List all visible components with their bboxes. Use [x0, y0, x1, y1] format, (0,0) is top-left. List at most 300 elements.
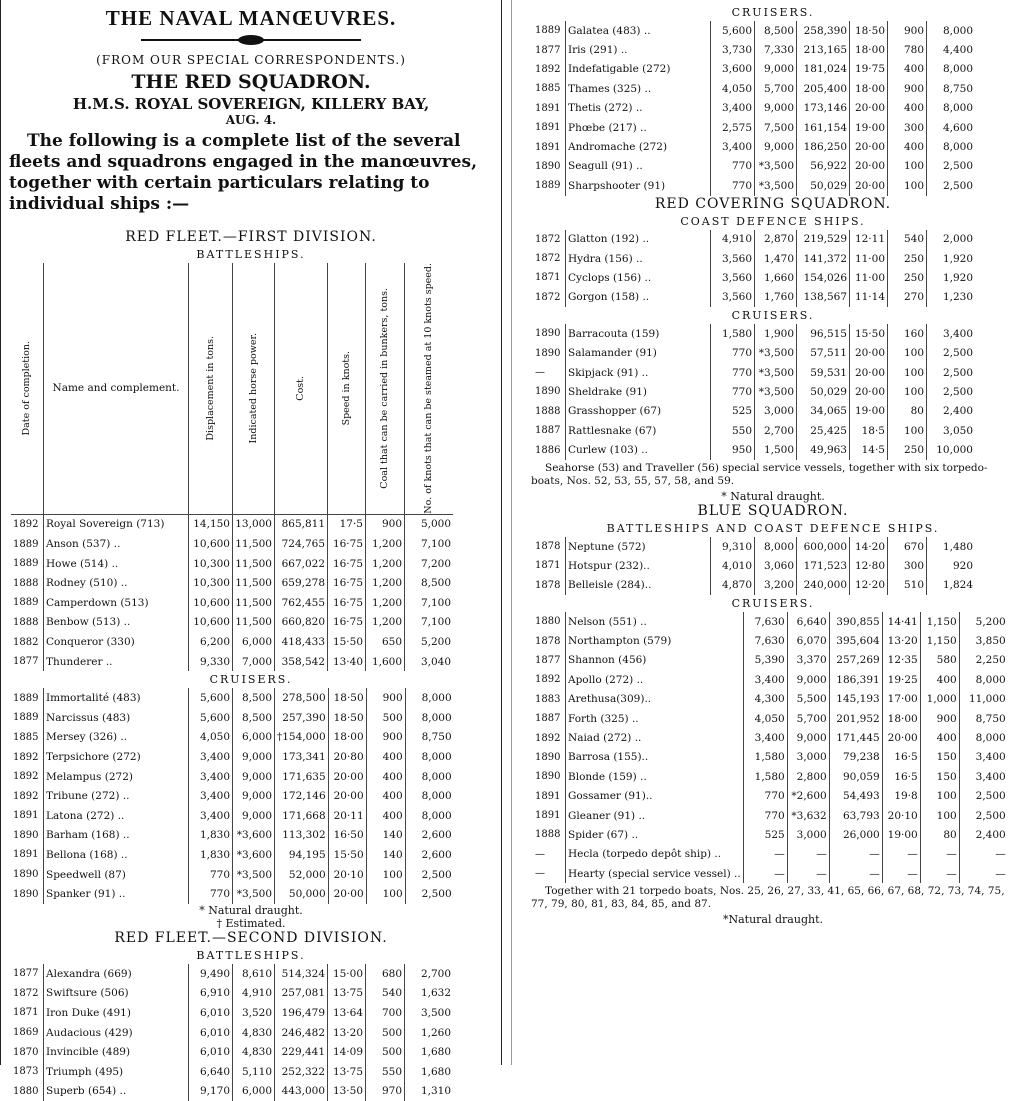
cell-coal: 500	[366, 1042, 405, 1062]
cell-cost: 252,322	[275, 1062, 328, 1082]
cell-cost: 49,963	[797, 440, 850, 459]
cell-horse-power: *2,600	[787, 787, 829, 806]
cell-name: Andromache (272)	[566, 137, 711, 156]
cell-coal: 550	[366, 1062, 405, 1082]
cell-year: 1872	[533, 230, 566, 249]
cell-cost: 418,433	[275, 632, 328, 652]
cell-name: Triumph (495)	[44, 1062, 189, 1082]
table-row	[11, 688, 454, 708]
cell-coal: 300	[888, 118, 927, 137]
cell-horse-power: 11,500	[233, 613, 275, 633]
cell-coal: 100	[888, 421, 927, 440]
cell-range: 3,040	[420, 655, 451, 668]
byline: (FROM OUR SPECIAL CORRESPONDENTS.)	[96, 53, 406, 67]
coast-defence-table	[533, 230, 975, 308]
cell-displacement: 3,400	[743, 728, 787, 747]
cell-name: Rattlesnake (67)	[566, 421, 711, 440]
cell-range: 8,000	[421, 692, 452, 705]
cell-name: Hotspur (232)..	[566, 556, 711, 575]
section-heading-cruisers-cont: CRUISERS.	[731, 6, 815, 19]
cell-speed: 13·50	[328, 1082, 366, 1101]
cell-name: Naiad (272) ..	[566, 728, 744, 747]
cell-name: Barham (168) ..	[44, 826, 189, 846]
cell-range: 4,600	[942, 121, 973, 134]
cell-displacement: 3,400	[189, 786, 233, 806]
cell-year: 1888	[11, 613, 44, 633]
cell-cost: 25,425	[797, 421, 850, 440]
table-row	[533, 576, 975, 595]
cell-horse-power: *3,500	[755, 382, 797, 401]
cell-year: 1888	[533, 825, 566, 844]
cell-year: 1882	[11, 632, 44, 652]
cell-horse-power: *3,632	[787, 806, 829, 825]
cell-displacement: 9,330	[189, 652, 233, 672]
cell-range: 2,700	[420, 967, 451, 980]
cell-cost: 660,820	[275, 613, 328, 633]
table-row	[533, 631, 1008, 650]
section-heading-battleships-2: BATTLESHIPS.	[196, 948, 306, 962]
cell-cost: 762,455	[275, 593, 328, 613]
cell-horse-power: 6,640	[787, 612, 829, 631]
cell-year: 1892	[11, 747, 44, 767]
cell-name: Spider (67) ..	[566, 825, 744, 844]
cell-horse-power: 1,900	[755, 324, 797, 343]
cell-horse-power: 5,500	[787, 690, 829, 709]
section-heading-blue-cruisers: CRUISERS.	[731, 596, 815, 610]
cell-speed: 20·00	[850, 343, 888, 362]
cell-name: Iron Duke (491)	[44, 1003, 189, 1023]
cell-coal: 540	[888, 230, 927, 249]
table-row	[533, 60, 975, 79]
cell-speed: 20·00	[328, 884, 366, 904]
cell-cost: 52,000	[275, 865, 329, 885]
table-row	[533, 288, 975, 307]
cell-displacement: 3,400	[189, 747, 233, 767]
cell-speed: 18·50	[328, 708, 366, 728]
cell-displacement: 3,730	[711, 40, 755, 59]
table-row	[11, 708, 454, 728]
cell-cost: 181,024	[797, 60, 850, 79]
cell-horse-power: 3,000	[755, 402, 797, 421]
cell-name: Apollo (272) ..	[566, 670, 744, 689]
header-name: Name and complement.	[44, 263, 189, 514]
cell-displacement: 770	[743, 806, 787, 825]
cell-coal: 80	[920, 825, 959, 844]
header-displacement: Displacement in tons.	[204, 336, 216, 441]
cell-range: 8,750	[421, 731, 452, 744]
cell-coal: 900	[888, 21, 927, 40]
dateline-date: AUG. 4.	[225, 113, 277, 127]
cell-cost: 172,146	[275, 786, 329, 806]
cell-cost: 196,479	[275, 1003, 328, 1023]
cell-speed: 16·5	[882, 748, 920, 767]
cell-displacement: 7,630	[743, 631, 787, 650]
cell-range: 11,000	[968, 693, 1006, 706]
cell-year: —	[533, 864, 566, 883]
table-row	[11, 728, 454, 748]
table-row	[533, 230, 975, 249]
cell-cost: 358,542	[275, 652, 328, 672]
cell-horse-power: 8,500	[233, 708, 275, 728]
cell-cost: 26,000	[829, 825, 882, 844]
cell-year: 1877	[533, 651, 566, 670]
cell-speed: 20·00	[328, 767, 366, 787]
cell-cost: 54,493	[829, 787, 882, 806]
table-row	[11, 964, 453, 984]
section-heading-cruisers: CRUISERS.	[209, 673, 293, 687]
cell-year: 1871	[533, 556, 566, 575]
cell-speed: 17·5	[328, 514, 366, 534]
cell-coal: 700	[366, 1003, 405, 1023]
cell-range: 2,600	[421, 829, 452, 842]
cell-range: 8,000	[975, 673, 1006, 686]
cell-speed: 16·75	[328, 534, 366, 554]
cell-range: 3,400	[975, 751, 1006, 764]
fleet-heading-first-division: RED FLEET.—FIRST DIVISION.	[125, 229, 377, 245]
cell-horse-power: 8,500	[755, 21, 797, 40]
cell-coal: 80	[888, 402, 927, 421]
table-row	[533, 157, 975, 176]
cell-range: —	[995, 848, 1006, 861]
cell-year: 1892	[11, 514, 44, 534]
cell-coal: 160	[888, 324, 927, 343]
cell-displacement: 1,580	[743, 767, 787, 786]
cell-horse-power: 7,330	[755, 40, 797, 59]
cell-speed: 11·14	[850, 288, 888, 307]
cell-displacement: 6,010	[189, 1003, 233, 1023]
cell-year: 1889	[11, 593, 44, 613]
cell-cost: 257,269	[829, 651, 882, 670]
cell-displacement: 550	[711, 421, 755, 440]
cell-coal: 400	[366, 767, 405, 787]
right-column	[523, 0, 1023, 1065]
cell-displacement: 3,560	[711, 268, 755, 287]
battleships-table-second-division	[11, 964, 453, 1101]
cell-name: Iris (291) ..	[566, 40, 711, 59]
cell-displacement: 5,390	[743, 651, 787, 670]
cell-speed: 20·00	[850, 99, 888, 118]
cell-range: 5,200	[420, 636, 451, 649]
cell-cost: 145,193	[829, 690, 882, 709]
table-row	[533, 324, 975, 343]
table-row	[533, 137, 975, 156]
cell-name: Royal Sovereign (713)	[44, 514, 189, 534]
cell-year: 1889	[533, 21, 566, 40]
cell-range: 2,250	[975, 654, 1006, 667]
table-row	[533, 787, 1008, 806]
cell-horse-power: 11,500	[233, 573, 275, 593]
table-header-row	[11, 263, 453, 514]
cell-horse-power: 3,000	[787, 748, 829, 767]
cell-displacement: 770	[711, 157, 755, 176]
cell-horse-power: 9,000	[233, 767, 275, 787]
cell-speed: 18·50	[328, 688, 366, 708]
cell-coal: 900	[920, 709, 959, 728]
cell-speed: 14·41	[882, 612, 920, 631]
cell-cost: †154,000	[275, 728, 329, 748]
cell-range: 8,000	[421, 790, 452, 803]
cell-coal: 1,200	[366, 573, 405, 593]
table-row	[533, 40, 975, 59]
cell-displacement: 6,640	[189, 1062, 233, 1082]
cell-coal: 400	[888, 137, 927, 156]
cell-coal: 250	[888, 249, 927, 268]
cell-coal: 100	[920, 787, 959, 806]
cell-name: Hydra (156) ..	[566, 249, 711, 268]
cell-horse-power: 1,500	[755, 440, 797, 459]
table-row	[11, 1042, 453, 1062]
cell-speed: 15·00	[328, 964, 366, 984]
cell-speed: 20·00	[328, 786, 366, 806]
cell-horse-power: 4,910	[233, 984, 275, 1004]
cell-displacement: 4,910	[711, 230, 755, 249]
cell-displacement: 3,560	[711, 249, 755, 268]
cell-speed: 19·75	[850, 60, 888, 79]
cell-displacement: 5,600	[711, 21, 755, 40]
cell-cost: 56,922	[797, 157, 850, 176]
cell-horse-power: 3,370	[787, 651, 829, 670]
cell-name: Superb (654) ..	[44, 1082, 189, 1101]
table-row	[533, 748, 1008, 767]
cell-horse-power: 2,870	[755, 230, 797, 249]
cell-speed: 18·00	[882, 709, 920, 728]
table-row	[533, 440, 975, 459]
cell-displacement: 525	[743, 825, 787, 844]
cell-range: 1,920	[942, 252, 973, 265]
cell-coal: 100	[888, 382, 927, 401]
cell-coal: 400	[888, 60, 927, 79]
cell-range: 2,500	[421, 868, 452, 881]
cell-horse-power: 5,700	[755, 79, 797, 98]
cell-year: 1890	[533, 157, 566, 176]
cell-displacement: 950	[711, 440, 755, 459]
cell-year: 1873	[11, 1062, 44, 1082]
cell-name: Sharpshooter (91)	[566, 176, 711, 195]
cell-speed: 16·75	[328, 554, 366, 574]
cell-speed: 16·75	[328, 573, 366, 593]
cell-year: 1878	[533, 537, 566, 556]
table-row	[11, 806, 454, 826]
cell-year: 1872	[11, 984, 44, 1004]
cell-displacement: 7,630	[743, 612, 787, 631]
cell-year: 1892	[533, 728, 566, 747]
cell-horse-power: 8,610	[233, 964, 275, 984]
cell-year: 1892	[533, 60, 566, 79]
cell-range: 1,680	[420, 1046, 451, 1059]
cell-horse-power: *3,500	[755, 363, 797, 382]
cell-horse-power: 3,520	[233, 1003, 275, 1023]
cell-coal: 300	[888, 556, 927, 575]
cell-displacement: 6,010	[189, 1023, 233, 1043]
cell-year: 1877	[11, 652, 44, 672]
table-row	[11, 865, 454, 885]
cell-cost: 50,029	[797, 176, 850, 195]
cell-coal: 670	[888, 537, 927, 556]
special-service-note: Seahorse (53) and Traveller (56) special service vessels, together with six torpedo-boats, Nos. 52, 53, 55, 57, 58, and 59.	[531, 461, 988, 487]
cell-year: 1888	[11, 573, 44, 593]
cell-cost: 63,793	[829, 806, 882, 825]
cell-name: Barrosa (155)..	[566, 748, 744, 767]
cell-name: Terpsichore (272)	[44, 747, 189, 767]
cell-cost: 600,000	[797, 537, 850, 556]
cell-name: Sheldrake (91)	[566, 382, 711, 401]
table-row	[533, 556, 975, 575]
cell-range: 2,500	[421, 888, 452, 901]
cell-displacement: 9,490	[189, 964, 233, 984]
cell-name: Howe (514) ..	[44, 554, 189, 574]
cell-range: 3,400	[975, 770, 1006, 783]
cell-name: Tribune (272) ..	[44, 786, 189, 806]
cell-speed: 18·00	[328, 728, 366, 748]
cell-coal: 500	[366, 1023, 405, 1043]
cell-range: 8,000	[421, 751, 452, 764]
cell-displacement: 4,050	[743, 709, 787, 728]
cell-horse-power: 2,700	[755, 421, 797, 440]
cell-range: 3,500	[420, 1006, 451, 1019]
cell-year: 1883	[533, 690, 566, 709]
cell-range: 8,000	[975, 732, 1006, 745]
cell-horse-power: *3,500	[755, 157, 797, 176]
cell-cost: 724,765	[275, 534, 328, 554]
header-coal: Coal that can be carried in bunkers, tons.	[379, 287, 390, 489]
cell-speed: 18·00	[850, 40, 888, 59]
cell-cost: —	[829, 845, 882, 864]
cell-cost: 113,302	[275, 826, 329, 846]
footnote-natural-draught: * Natural draught.	[199, 903, 303, 917]
cell-horse-power: 6,070	[787, 631, 829, 650]
cell-name: Nelson (551) ..	[566, 612, 744, 631]
cell-coal: 400	[920, 670, 959, 689]
cell-year: 1870	[11, 1042, 44, 1062]
cell-name: Skipjack (91) ..	[566, 363, 711, 382]
cell-range: 2,500	[942, 179, 973, 192]
cell-coal: 900	[366, 728, 405, 748]
cell-year: —	[533, 363, 566, 382]
cell-speed: 20·00	[850, 176, 888, 195]
section-heading-battleships: BATTLESHIPS.	[196, 248, 306, 261]
cell-cost: 246,482	[275, 1023, 328, 1043]
cell-coal: 1,600	[366, 652, 405, 672]
footnote-estimated: † Estimated.	[216, 916, 286, 930]
table-row	[11, 826, 454, 846]
cell-cost: —	[829, 864, 882, 883]
cell-coal: 150	[920, 748, 959, 767]
cell-horse-power: 9,000	[755, 137, 797, 156]
table-row	[533, 249, 975, 268]
cell-range: 1,310	[420, 1085, 451, 1098]
cell-name: Cyclops (156) ..	[566, 268, 711, 287]
cell-range: 2,500	[942, 347, 973, 360]
cell-year: 1887	[533, 709, 566, 728]
cell-cost: 667,022	[275, 554, 328, 574]
cell-year: 1880	[533, 612, 566, 631]
table-row	[533, 767, 1008, 786]
cell-horse-power: 11,500	[233, 534, 275, 554]
cell-name: Shannon (456)	[566, 651, 744, 670]
cell-coal: 1,150	[920, 631, 959, 650]
cell-year: 1890	[533, 767, 566, 786]
cell-name: Grasshopper (67)	[566, 402, 711, 421]
header-cost: Cost.	[295, 375, 306, 401]
cell-speed: 11·00	[850, 268, 888, 287]
cell-horse-power: 7,000	[233, 652, 275, 672]
cell-speed: —	[882, 845, 920, 864]
cell-horse-power: 9,000	[233, 806, 275, 826]
cruisers-table-covering	[533, 324, 975, 460]
cell-cost: 50,029	[797, 382, 850, 401]
cell-displacement: 4,300	[743, 690, 787, 709]
cell-coal: 250	[888, 440, 927, 459]
cell-name: Curlew (103) ..	[566, 440, 711, 459]
table-row	[533, 690, 1008, 709]
cell-horse-power: 9,000	[233, 786, 275, 806]
cell-coal: 140	[366, 826, 405, 846]
cell-coal: 500	[366, 708, 405, 728]
cell-year: 1891	[11, 845, 44, 865]
cell-name: Gossamer (91)..	[566, 787, 744, 806]
cell-speed: 12·11	[850, 230, 888, 249]
cell-horse-power: 6,000	[233, 728, 275, 748]
cell-speed: 13·64	[328, 1003, 366, 1023]
cell-speed: —	[882, 864, 920, 883]
cell-name: Salamander (91)	[566, 343, 711, 362]
table-row	[11, 786, 454, 806]
cell-cost: 186,391	[829, 670, 882, 689]
cell-year: 1889	[11, 534, 44, 554]
cell-range: 2,500	[975, 809, 1006, 822]
table-row	[533, 864, 1008, 883]
cell-range: 5,200	[975, 615, 1006, 628]
cell-coal: 680	[366, 964, 405, 984]
cell-speed: 20·00	[850, 137, 888, 156]
cell-coal: 100	[920, 806, 959, 825]
cell-speed: 20·00	[882, 728, 920, 747]
cell-coal: 400	[366, 806, 405, 826]
cell-speed: 20·10	[882, 806, 920, 825]
cell-coal: 580	[920, 651, 959, 670]
cell-cost: 443,000	[275, 1082, 328, 1101]
cell-coal: 100	[366, 865, 405, 885]
cell-displacement: 4,870	[711, 576, 755, 595]
cell-horse-power: —	[787, 864, 829, 883]
table-row	[533, 382, 975, 401]
cell-year: 1891	[533, 137, 566, 156]
cell-range: 1,632	[420, 987, 451, 1000]
cell-cost: 186,250	[797, 137, 850, 156]
cell-displacement: 10,300	[189, 573, 233, 593]
cell-horse-power: 4,830	[233, 1042, 275, 1062]
cell-displacement: —	[743, 845, 787, 864]
footnote-natural-draught-blue: *Natural draught.	[722, 913, 823, 927]
squadron-heading: THE RED SQUADRON.	[131, 71, 371, 93]
cell-coal: 1,150	[920, 612, 959, 631]
cell-horse-power: 11,500	[233, 593, 275, 613]
cell-range: 1,824	[942, 579, 973, 592]
cell-displacement: 3,560	[711, 288, 755, 307]
cell-range: 2,500	[942, 385, 973, 398]
cell-name: Invincible (489)	[44, 1042, 189, 1062]
table-row	[11, 514, 453, 534]
table-row	[533, 268, 975, 287]
cell-name: Indefatigable (272)	[566, 60, 711, 79]
cell-cost: 171,523	[797, 556, 850, 575]
cell-cost: 171,668	[275, 806, 329, 826]
table-row	[533, 537, 975, 556]
cell-displacement: 14,150	[189, 514, 233, 534]
cell-speed: 20·00	[850, 157, 888, 176]
cell-speed: 14·20	[850, 537, 888, 556]
cell-cost: 278,500	[275, 688, 329, 708]
